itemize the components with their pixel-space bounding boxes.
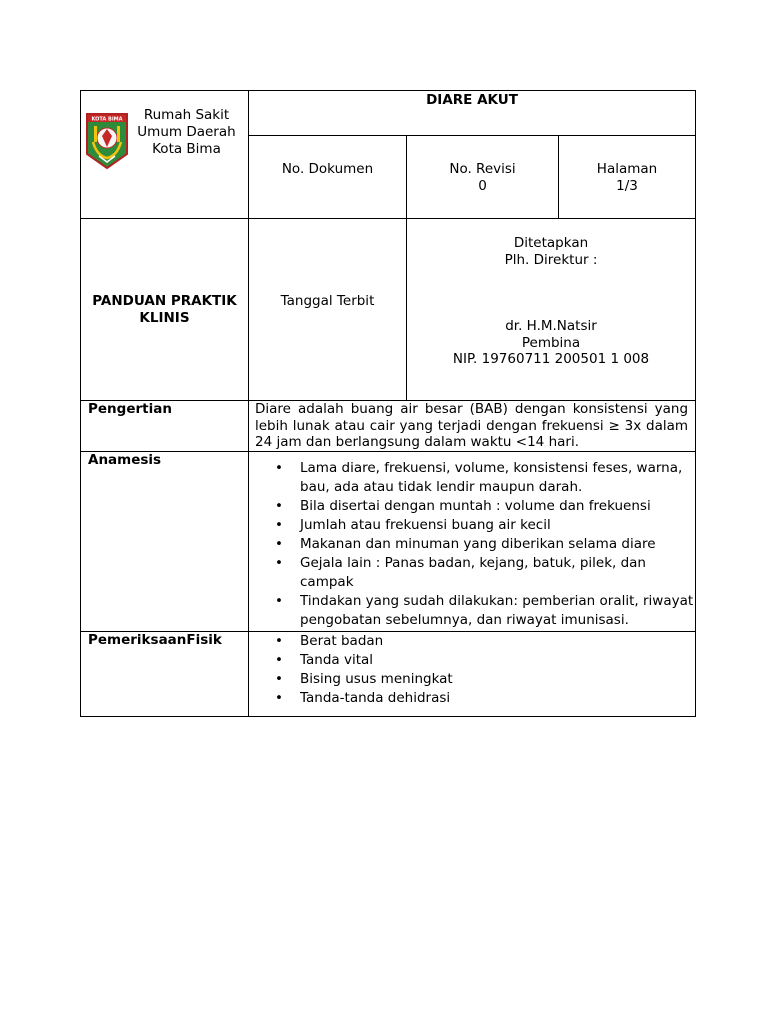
set-by-label: Ditetapkan (513, 235, 589, 251)
list-item (275, 497, 695, 516)
issue-date-label: Tanggal Terbit (249, 219, 407, 401)
bullet-icon: • (275, 497, 283, 514)
director-rank: Pembina (521, 334, 581, 351)
bullet-icon: • (275, 535, 283, 552)
director-nip: NIP. 19760711 200501 1 008 (452, 351, 650, 368)
bullet-icon: • (275, 459, 283, 476)
list-item-text: Gejala lain : Panas badan, kejang, batuk, pilek, dan campak (300, 554, 646, 590)
hospital-name (129, 107, 244, 158)
guideline-type-line: KLINIS (139, 309, 190, 326)
bullet-icon: • (275, 689, 283, 706)
revision-value: 0 (478, 178, 487, 194)
list-item (275, 535, 695, 554)
bullet-icon: • (275, 516, 283, 533)
section-content-anamesis (249, 451, 696, 631)
bullet-icon: • (275, 670, 283, 687)
list-item-text: Tindakan yang sudah dilakukan: pemberian oralit, riwayat pengobatan sebelumnya, dan riwayat imunisasi. (300, 592, 694, 628)
director-label: Plh. Direktur : (504, 251, 598, 268)
section-label-pemeriksaan-fisik: PemeriksaanFisik (81, 631, 249, 716)
page-cell (559, 136, 696, 219)
document-title: DIARE AKUT (249, 91, 696, 136)
document-number-cell (249, 136, 407, 219)
revision-label: No. Revisi (449, 161, 516, 177)
guideline-type-cell (81, 219, 249, 401)
pemeriksaan-fisik-list (249, 632, 695, 708)
bullet-icon: • (275, 632, 283, 649)
hospital-cell (81, 91, 249, 219)
list-item-text: Bising usus meningkat (300, 670, 453, 687)
list-item-text: Bila disertai dengan muntah : volume dan frekuensi (300, 497, 651, 514)
list-item-text: Tanda vital (300, 651, 374, 668)
hospital-name-line: Kota Bima (152, 141, 221, 157)
list-item-text: Jumlah atau frekuensi buang air kecil (300, 516, 551, 533)
anamesis-list (249, 459, 695, 630)
section-content-pemeriksaan-fisik (249, 631, 696, 716)
signature-space (407, 268, 695, 318)
logo-lettering: KOTA BIMA (91, 116, 123, 123)
guideline-type-line: PANDUAN PRAKTIK (92, 292, 237, 309)
list-item (275, 554, 695, 592)
revision-cell (407, 136, 559, 219)
list-item-text: Tanda-tanda dehidrasi (300, 689, 451, 706)
list-item-text: Lama diare, frekuensi, volume, konsistensi feses, warna, bau, ada atau tidak lendir maupun darah. (300, 459, 683, 495)
page-value: 1/3 (616, 178, 638, 194)
document-number-label: No. Dokumen (281, 161, 374, 177)
list-item (275, 516, 695, 535)
bullet-icon: • (275, 592, 283, 609)
list-item (275, 459, 695, 497)
hospital-name-line: Umum Daerah (137, 124, 236, 140)
section-label-pengertian: Pengertian (81, 401, 249, 452)
page-label: Halaman (596, 161, 658, 177)
approval-signature-block (407, 219, 696, 401)
section-text-pengertian: Diare adalah buang air besar (BAB) dengan konsistensi yang lebih lunak atau cair yang terjadi dengan frekuensi ≥ 3x dalam 24 jam dan berlangsung dalam waktu <14 hari. (249, 401, 696, 452)
hospital-name-line: Rumah Sakit (143, 107, 230, 123)
director-name: dr. H.M.Natsir (505, 318, 597, 335)
list-item (275, 651, 695, 670)
clinical-guideline-table (80, 90, 696, 717)
list-item-text: Makanan dan minuman yang diberikan selama diare (300, 535, 656, 552)
list-item (275, 592, 695, 630)
section-label-anamesis: Anamesis (81, 451, 249, 631)
bullet-icon: • (275, 554, 283, 571)
list-item (275, 632, 695, 651)
bullet-icon: • (275, 651, 283, 668)
hospital-logo-seal (85, 112, 129, 170)
list-item (275, 670, 695, 689)
list-item-text: Berat badan (300, 632, 384, 649)
list-item (275, 689, 695, 708)
